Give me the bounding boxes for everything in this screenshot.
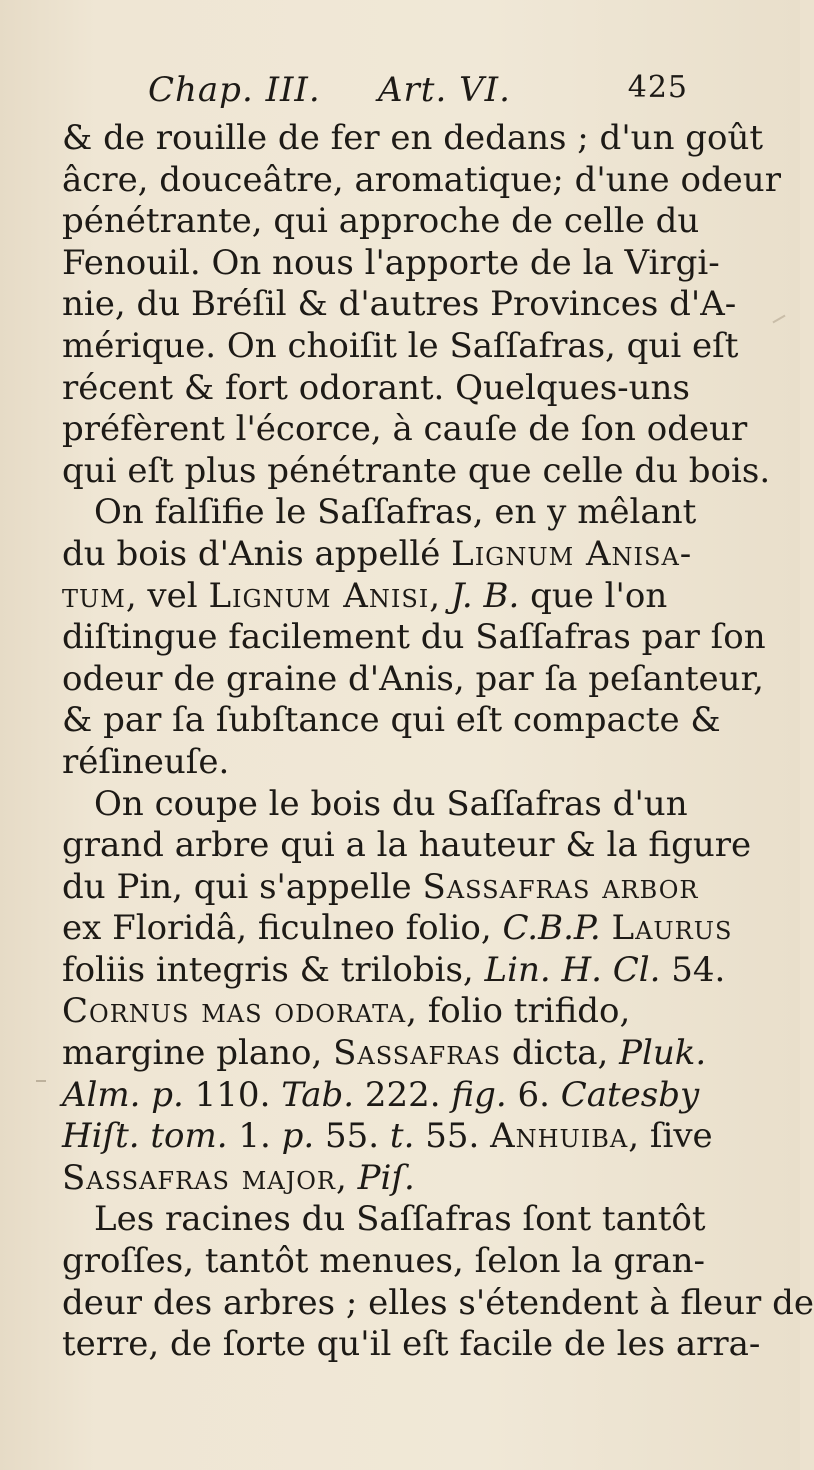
text-line [62, 576, 712, 618]
text-segment: Piſ. [357, 1157, 415, 1198]
text-segment: groſſes, tantôt menues, ſelon la gran- [62, 1241, 705, 1282]
text-line [62, 1324, 761, 1366]
text-segment: , [429, 575, 451, 616]
text-segment: Sassafras major [62, 1157, 336, 1198]
text-segment: du Pin, qui s'appelle [62, 866, 423, 907]
text-segment: que l'on [519, 575, 668, 616]
text-line [62, 409, 748, 451]
text-segment: J. B. [450, 575, 520, 616]
text-line [62, 325, 739, 368]
text-segment: récent & fort odorant. Quelques-uns [62, 367, 690, 408]
text-line [62, 617, 766, 659]
text-segment: On falſifie le Saſſafras, en y mêlant [94, 492, 697, 533]
text-segment: Hiſt. tom. [62, 1116, 228, 1157]
text-segment: dicta, [501, 1033, 620, 1074]
text-line [62, 700, 721, 742]
text-segment: Sassafras [333, 1033, 502, 1074]
text-segment: , ſive [628, 1116, 713, 1157]
text-segment: grand arbre qui a la hauteur & la figure [62, 825, 752, 866]
text-line [62, 1075, 712, 1117]
text-segment: , vel [125, 575, 209, 616]
text-segment: , [336, 1157, 358, 1198]
text-segment: Lignum Anisa- [451, 533, 693, 574]
text-segment: 222. [354, 1074, 452, 1115]
text-segment: nie, du Bréſil & d'autres Provinces d'A- [62, 284, 737, 325]
text-segment: mérique. On choiſit le Saſſafras, qui eſt [62, 325, 739, 366]
text-line [62, 242, 720, 285]
margin-mark [36, 1080, 46, 1082]
text-segment: margine plano, [62, 1033, 334, 1074]
text-line [62, 825, 752, 867]
text-segment: réſineuſe. [62, 741, 230, 782]
text-segment: âcre, douceâtre, aromatique; d'une odeur [62, 159, 781, 200]
text-segment: Alm. p. [62, 1074, 184, 1115]
text-segment: p. [281, 1116, 315, 1157]
text-segment: t. [389, 1116, 415, 1157]
text-line [62, 284, 737, 326]
text-segment: & par ſa ſubſtance qui eſt compacte & [62, 700, 721, 741]
text-segment: foliis integris & trilobis, [62, 949, 485, 990]
text-line [62, 867, 712, 909]
margin-mark [772, 315, 785, 324]
text-segment: C.B.P. [502, 908, 601, 949]
text-segment: qui eſt plus pénétrante que celle du bois. [62, 450, 771, 491]
text-segment: diſtingue facilement du Saſſafras par ſon [62, 617, 766, 658]
text-segment [601, 908, 612, 948]
text-line [62, 1033, 712, 1075]
text-segment: 54. [660, 949, 726, 990]
text-segment: Cornus mas odorata [62, 991, 407, 1032]
text-segment: 1. [227, 1116, 282, 1157]
text-segment: Anhuiba [490, 1116, 629, 1157]
text-line [62, 742, 712, 784]
text-segment: On coupe le bois du Saſſafras d'un [94, 783, 688, 824]
text-line [62, 784, 712, 826]
text-line [62, 1282, 814, 1325]
text-segment: Catesby [560, 1074, 700, 1115]
text-line [62, 991, 712, 1033]
text-segment: , folio trifido, [406, 991, 631, 1032]
text-segment: Les racines du Saſſafras ſont tantôt [94, 1199, 706, 1240]
text-line [62, 908, 733, 950]
text-segment: Tab. [281, 1074, 355, 1115]
text-segment: terre, de ſorte qu'il eſt facile de les arra- [62, 1324, 761, 1365]
text-segment: tum [62, 575, 126, 616]
text-line [62, 1116, 712, 1158]
text-segment: fig. [451, 1074, 507, 1115]
text-line [62, 492, 712, 534]
text-segment: & de rouille de fer en dedans ; d'un goût [62, 118, 764, 158]
text-segment: 6. [506, 1074, 561, 1115]
text-segment: Laurus [611, 908, 733, 949]
text-line [62, 1158, 712, 1200]
text-segment: Lignum Anisi [208, 575, 430, 616]
text-segment: odeur de graine d'Anis, par ſa peſanteur, [62, 658, 764, 699]
text-segment: Lin. H. Cl. [484, 949, 661, 990]
text-line [62, 368, 712, 410]
text-segment: 55. [314, 1116, 390, 1157]
text-line [62, 201, 712, 243]
text-segment: Sassafras arbor [422, 866, 699, 907]
text-segment: 110. [183, 1074, 282, 1115]
text-segment: préfèrent l'écorce, à cauſe de ſon odeur [62, 409, 748, 450]
page-number: 425 [627, 70, 688, 105]
text-segment: Pluk. [619, 1033, 707, 1074]
page-body-text [62, 118, 814, 1366]
text-segment: Fenouil. On nous l'apporte de la Virgi- [62, 242, 720, 283]
text-line [62, 1199, 712, 1241]
running-header [148, 70, 688, 118]
text-line [62, 658, 764, 701]
chapter-heading: Chap. III. [148, 70, 321, 110]
text-line [62, 450, 771, 493]
text-line [62, 118, 764, 160]
text-line [62, 534, 712, 576]
article-heading: Art. VI. [378, 70, 511, 110]
text-segment: deur des arbres ; elles s'étendent à fleur de [62, 1282, 814, 1323]
text-segment: 55. [414, 1116, 491, 1157]
text-segment: ex Floridâ, ficulneo folio, [62, 908, 503, 949]
text-line [62, 159, 781, 202]
text-line [62, 1241, 712, 1283]
text-line [62, 949, 726, 992]
text-segment: pénétrante, qui approche de celle du [62, 201, 700, 242]
text-segment: du bois d'Anis appellé [62, 533, 452, 574]
